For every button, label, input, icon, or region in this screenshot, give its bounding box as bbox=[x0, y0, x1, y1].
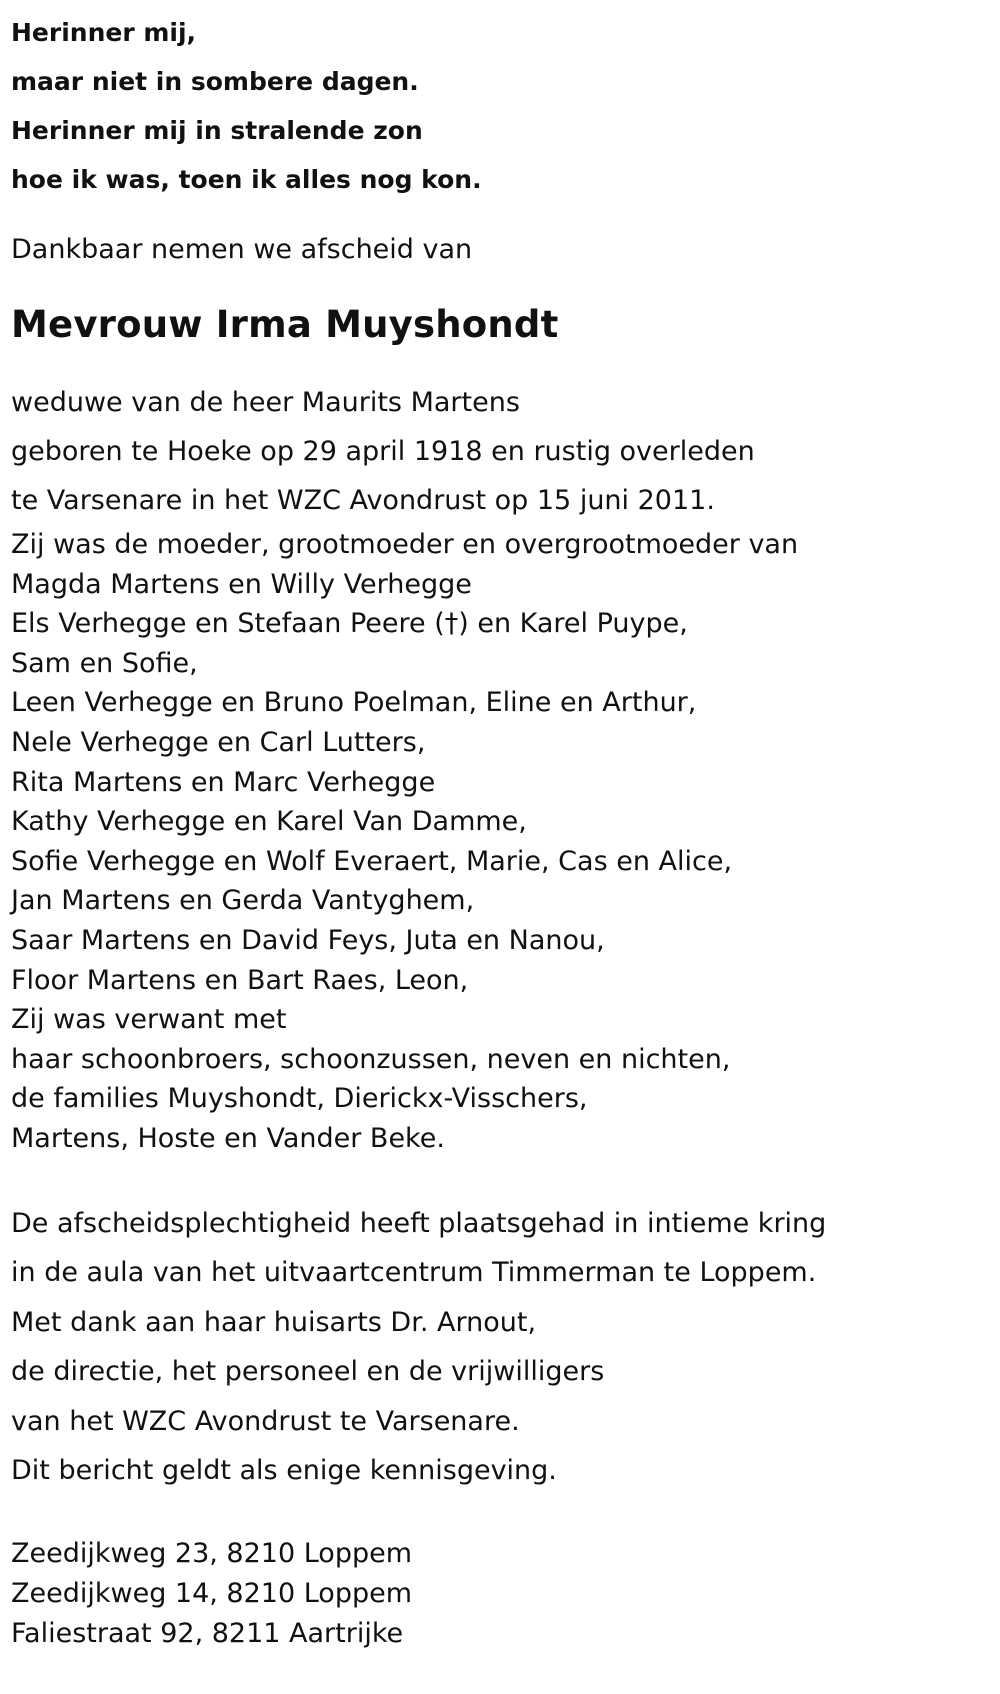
ceremony-line: van het WZC Avondrust te Varsenare. bbox=[11, 1405, 520, 1437]
family-line: Zij was verwant met bbox=[11, 1004, 287, 1036]
ceremony-line: Met dank aan haar huisarts Dr. Arnout, bbox=[11, 1306, 537, 1338]
family-line: Jan Martens en Gerda Vantyghem, bbox=[11, 885, 475, 917]
ceremony-line: De afscheidsplechtigheid heeft plaatsgehad in intieme kring bbox=[11, 1207, 827, 1239]
ceremony-line: in de aula van het uitvaartcentrum Timmerman te Loppem. bbox=[11, 1257, 817, 1288]
address-line: Zeedijkweg 23, 8210 Loppem bbox=[11, 1537, 413, 1569]
addresses bbox=[11, 1534, 971, 1654]
family-list bbox=[11, 525, 971, 1159]
poem-line: maar niet in sombere dagen. bbox=[11, 67, 419, 96]
ceremony-line: Dit bericht geldt als enige kennisgeving. bbox=[11, 1455, 557, 1486]
poem bbox=[11, 8, 971, 204]
detail-line: geboren te Hoeke op 29 april 1918 en rustig overleden bbox=[11, 436, 755, 467]
family-line: Magda Martens en Willy Verhegge bbox=[11, 568, 472, 600]
family-line: Sofie Verhegge en Wolf Everaert, Marie, Cas en Alice, bbox=[11, 845, 733, 877]
ceremony-info bbox=[11, 1199, 971, 1496]
details bbox=[11, 378, 971, 525]
detail-line: te Varsenare in het WZC Avondrust op 15 juni 2011. bbox=[11, 485, 715, 516]
address-line: Zeedijkweg 14, 8210 Loppem bbox=[11, 1577, 413, 1609]
family-line: Floor Martens en Bart Raes, Leon, bbox=[11, 964, 469, 996]
family-line: Martens, Hoste en Vander Beke. bbox=[11, 1122, 445, 1154]
intro-text: Dankbaar nemen we afscheid van bbox=[11, 234, 473, 265]
detail-line: weduwe van de heer Maurits Martens bbox=[11, 387, 520, 418]
poem-line: hoe ik was, toen ik alles nog kon. bbox=[11, 165, 482, 194]
family-line: Zij was de moeder, grootmoeder en overgrootmoeder van bbox=[11, 529, 799, 560]
family-line: haar schoonbroers, schoonzussen, neven en nichten, bbox=[11, 1043, 731, 1075]
deceased-name: Mevrouw Irma Muyshondt bbox=[11, 303, 559, 346]
family-line: Rita Martens en Marc Verhegge bbox=[11, 766, 436, 798]
poem-line: Herinner mij in stralende zon bbox=[11, 116, 423, 145]
family-line: Saar Martens en David Feys, Juta en Nanou, bbox=[11, 924, 605, 956]
family-line: Els Verhegge en Stefaan Peere (†) en Karel Puype, bbox=[11, 608, 688, 640]
family-line: Kathy Verhegge en Karel Van Damme, bbox=[11, 806, 527, 838]
poem-line: Herinner mij, bbox=[11, 18, 197, 47]
ceremony-line: de directie, het personeel en de vrijwilligers bbox=[11, 1356, 605, 1387]
family-line: Nele Verhegge en Carl Lutters, bbox=[11, 726, 426, 758]
address-line: Faliestraat 92, 8211 Aartrijke bbox=[11, 1617, 404, 1649]
obituary-notice bbox=[11, 8, 971, 1654]
family-line: Sam en Sofie, bbox=[11, 647, 198, 679]
family-line: de families Muyshondt, Dierickx-Visschers, bbox=[11, 1083, 588, 1115]
family-line: Leen Verhegge en Bruno Poelman, Eline en Arthur, bbox=[11, 687, 697, 719]
